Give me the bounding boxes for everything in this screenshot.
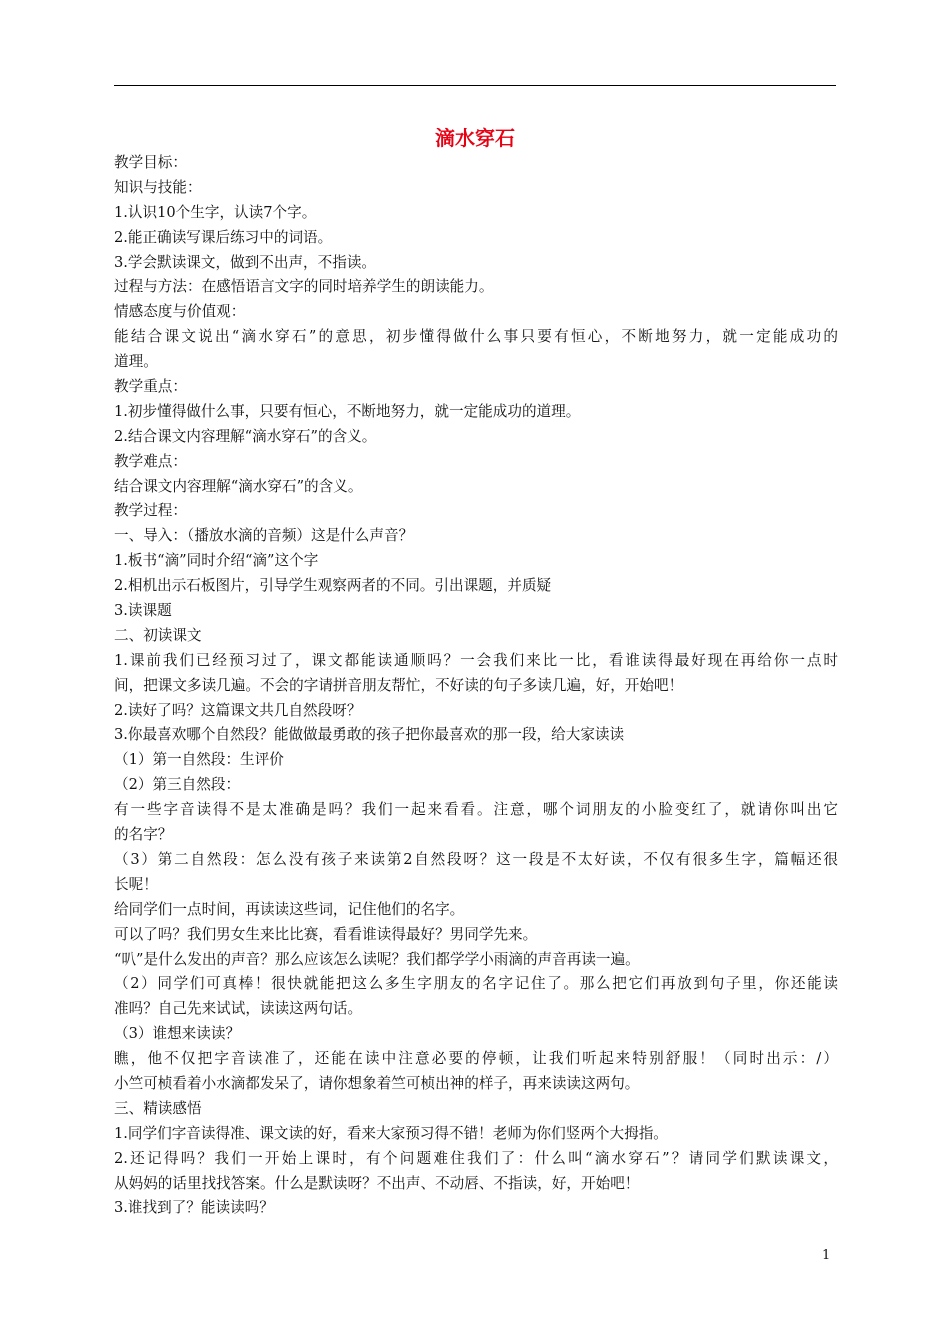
text-line: 过程与方法：在感悟语言文字的同时培养学生的朗读能力。 (114, 278, 494, 296)
text-line: 的名字？ (114, 826, 173, 844)
text-line: “叭”是什么发出的声音？那么应该怎么读呢？我们都学学小雨滴的声音再读一遍。 (114, 950, 640, 968)
text-line: 二、初读课文 (114, 626, 202, 644)
text-line: 教学难点： (114, 452, 187, 470)
text-line: 三、精读感悟 (114, 1099, 202, 1117)
page-number: 1 (822, 1248, 831, 1263)
text-line: 1.认识10个生字，认读7个字。 (114, 203, 317, 221)
document-title: 滴水穿石 (435, 126, 515, 150)
text-line: 长呢！ (114, 875, 158, 893)
text-line: 3.学会默读课文，做到不出声，不指读。 (114, 253, 377, 271)
text-line: 3.读课题 (114, 602, 172, 620)
text-line: 间，把课文多读几遍。不会的字请拼音朋友帮忙，不好读的句子多读几遍，好，开始吧！ (114, 676, 684, 694)
text-line: 1.同学们字音读得准、课文读的好，看来大家预习得不错！老师为你们竖两个大拇指。 (114, 1124, 668, 1142)
text-line: （3）谁想来读读？ (114, 1025, 241, 1043)
text-line: 2.相机出示石板图片，引导学生观察两者的不同。引出课题，并质疑 (114, 577, 552, 595)
text-line: （3）第二自然段：怎么没有孩子来读第2自然段呀？这一段是不太好读，不仅有很多生字，篇幅还很 (114, 850, 838, 868)
text-line: 1.板书“滴”同时介绍“滴”这个字 (114, 552, 319, 570)
text-line: 一、导入：（播放水滴的音频）这是什么声音？ (114, 527, 414, 545)
text-line: 1.课前我们已经预习过了，课文都能读通顺吗？一会我们来比一比，看谁读得最好现在再给你一点时 (114, 651, 838, 669)
text-line: 2.还记得吗？我们一开始上课时，有个问题难住我们了：什么叫“滴水穿石”？请同学们默读课文， (114, 1149, 838, 1167)
text-line: 给同学们一点时间，再读读这些词，记住他们的名字。 (114, 900, 465, 918)
text-line: （2）第三自然段： (114, 776, 241, 794)
document-body (114, 151, 838, 1221)
text-line: 结合课文内容理解“滴水穿石”的含义。 (114, 477, 363, 495)
text-line: 教学重点： (114, 378, 187, 396)
text-line: （2）同学们可真棒！很快就能把这么多生字朋友的名字记住了。那么把它们再放到句子里，你还能读 (114, 975, 838, 993)
text-line: 有一些字音读得不是太准确是吗？我们一起来看看。注意，哪个词朋友的小脸变红了，就请你叫出它 (114, 801, 838, 819)
text-line: 3.你最喜欢哪个自然段？能做做最勇敢的孩子把你最喜欢的那一段，给大家读读 (114, 726, 625, 744)
text-line: 教学过程： (114, 502, 187, 520)
text-line: （1）第一自然段：生评价 (114, 751, 284, 769)
text-line: 2.读好了吗？这篇课文共几自然段呀？ (114, 701, 362, 719)
text-line: 瞧，他不仅把字音读准了，还能在读中注意必要的停顿，让我们听起来特别舒服！（同时出示：/） (114, 1050, 838, 1068)
text-line: 2.能正确读写课后练习中的词语。 (114, 228, 333, 246)
text-line: 从妈妈的话里找找答案。什么是默读呀？不出声、不动唇、不指读，好，开始吧！ (114, 1174, 640, 1192)
text-line: 3.谁找到了？能读读吗？ (114, 1199, 274, 1217)
text-line: 小竺可桢看着小水滴都发呆了，请你想象着竺可桢出神的样子，再来读读这两句。 (114, 1074, 640, 1092)
text-line: 道理。 (114, 353, 158, 371)
text-line: 2.结合课文内容理解“滴水穿石”的含义。 (114, 427, 377, 445)
text-line: 能结合课文说出“滴水穿石”的意思，初步懂得做什么事只要有恒心，不断地努力，就一定能成功的 (114, 328, 838, 346)
text-line: 情感态度与价值观： (114, 303, 246, 321)
text-line: 1.初步懂得做什么事，只要有恒心，不断地努力，就一定能成功的道理。 (114, 402, 581, 420)
text-line: 知识与技能： (114, 178, 202, 196)
text-line: 准吗？自己先来试试，读读这两句话。 (114, 1000, 363, 1018)
header-rule (114, 85, 836, 86)
text-line: 教学目标： (114, 154, 187, 171)
text-line: 可以了吗？我们男女生来比比赛，看看谁读得最好？男同学先来。 (114, 925, 538, 943)
